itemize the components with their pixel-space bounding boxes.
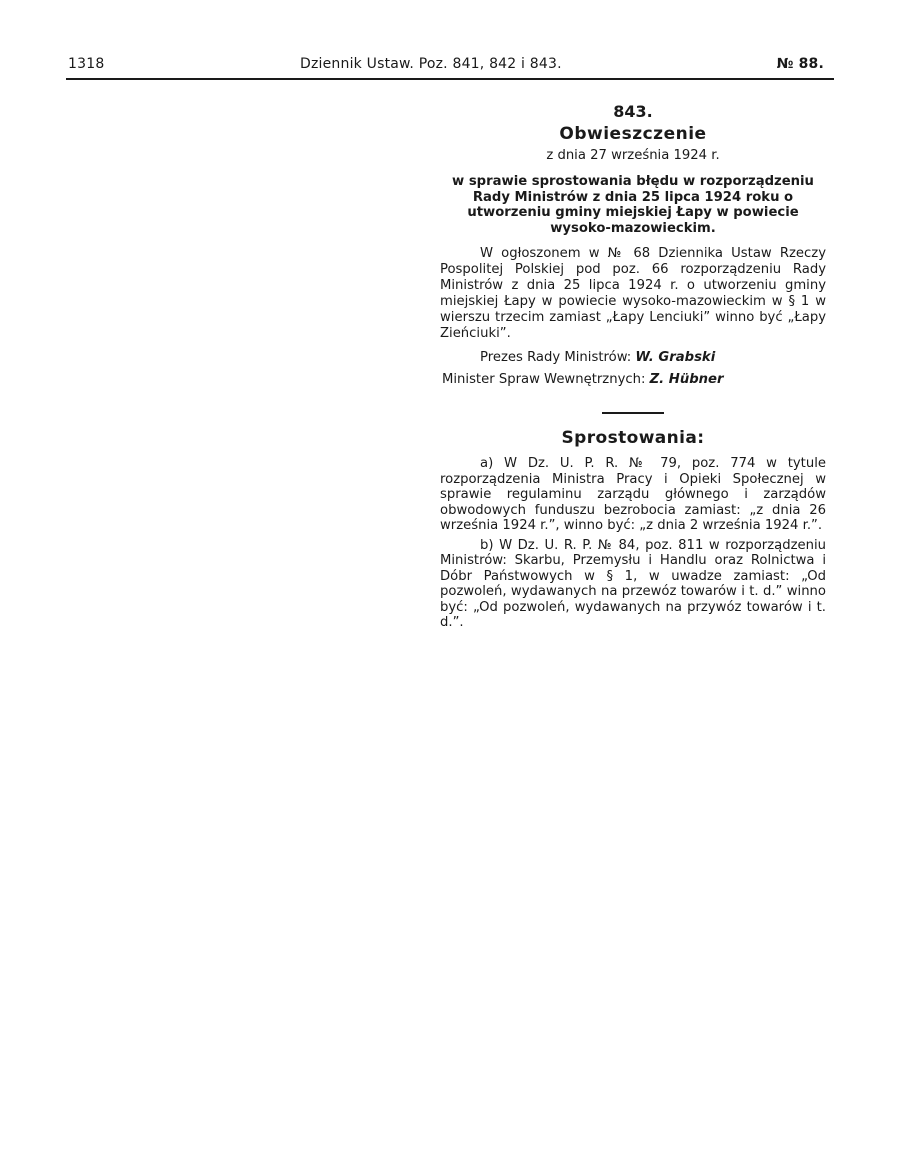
header-rule [66,78,834,80]
journal-title: Dziennik Ustaw. Poz. 841, 842 i 843. [300,56,562,72]
signature-role: Minister Spraw Wewnętrznych: [442,372,646,387]
page-header [68,56,830,78]
notice-body: W ogłoszonem w № 68 Dziennika Ustaw Rzeczy Pospolitej Polskiej pod poz. 66 rozporządzeniu Rady Ministrów z dnia 25 lipca 1924 r. o utworzeniu gminy miejskiej Łapy w powiecie wysoko-mazowieckim w § 1 w wierszu trzecim zamiast „Łapy Lenciuki” winno być „Łapy Zieńciuki”. [440,246,826,341]
section-divider [602,412,664,414]
notice-subject: w sprawie sprostowania błędu w rozporządzeniu Rady Ministrów z dnia 25 lipca 1924 roku o utworzeniu gminy miejskiej Łapy w powiecie wysoko-mazowieckim. [452,174,814,236]
issue-number: № 88. [776,56,824,72]
corrections-list [440,456,826,631]
signature-prime-minister [440,350,826,366]
notice-date: z dnia 27 września 1924 r. [546,148,720,163]
page-number: 1318 [68,56,105,72]
corrections-title: Sprostowania: [561,428,705,448]
correction-item: b) W Dz. U. R. P. № 84, poz. 811 w rozporządzeniu Ministrów: Skarbu, Przemysłu i Handlu oraz Rolnictwa i Dóbr Państwowych w § 1, w uwadze zamiast: „Od pozwoleń, wydawanych na przewóz towarów i t. d.” winno być: „Od pozwoleń, wydawanych na przywóz towarów i t. d.”. [440,537,826,630]
notice-number: 843. [613,102,653,121]
signature-interior-minister [440,372,826,388]
correction-item: a) W Dz. U. P. R. № 79, poz. 774 w tytule rozporządzenia Ministra Pracy i Opieki Społecznej w sprawie regulaminu zarządu głównego i zarządów obwodowych funduszu bezrobocia zamiast: „z dnia 26 września 1924 r.”, winno być: „z dnia 2 września 1924 r.”. [440,456,826,533]
signature-role: Prezes Rady Ministrów: [480,350,632,365]
notice-title: Obwieszczenie [559,124,707,144]
signature-name: W. Grabski [635,350,716,365]
signature-name: Z. Hübner [649,372,724,387]
right-column [440,100,826,631]
